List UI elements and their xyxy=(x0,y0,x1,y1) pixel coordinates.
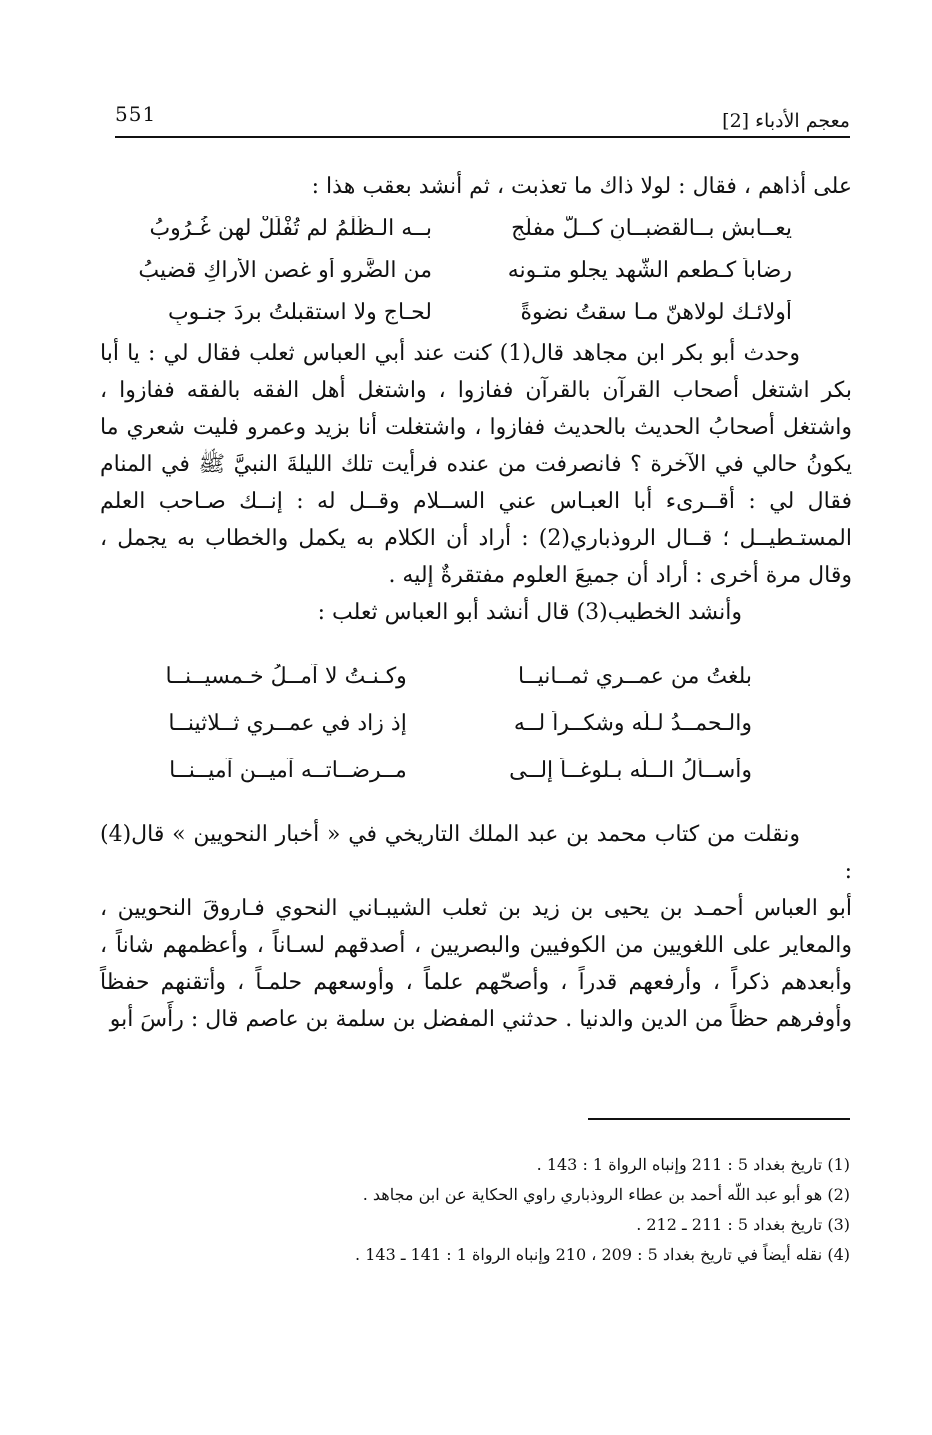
poem-1 xyxy=(100,207,852,333)
hemistich-left: من الضَّرو أو غصنِ الأراكِ قضيبُ xyxy=(138,257,432,283)
page-number: 551 xyxy=(115,102,157,126)
verse-line xyxy=(100,700,752,747)
paragraph-ibn-mujahid: وحدث أبو بكر ابن مجاهد قال(1) كنت عند أبي العباس ثعلب فقال لي : يا أبا بكر اشتغل أصحاب القرآن بالقرآن ففازوا ، واشتغل أهل الفقه بالفقه ففازوا ، واشتغل أصحابُ الحديث بالحديث ففازوا ، واشتغلت أنا بزيد وعمرو فليت شعري ما يكونُ حالي في الآخرة ؟ فانصرفت من عنده فرأيت تلك الليلةَ النبيَّ ﷺ في المنام فقال لي : أقــرىء أبا العبـاس عني الســلام وقــل له : إنــك صـاحب العلم المستـطيــل ؛ قــال الروذباري(2) : أراد أن الكلام به يكمل والخطاب به يجمل ، وقال مرة أخرى : أراد أن جميعَ العلوم مفتقرةٌ إليه . xyxy=(100,341,853,588)
verse-line xyxy=(100,291,792,333)
footnote-1: (1) تاريخ بغداد 5 : 211 وإنباه الرواة 1 : 143 . xyxy=(536,1155,850,1174)
hemistich-left: إذ زاد في عمــري ثــلاثينــا xyxy=(168,711,407,736)
paragraph-biography: أبو العباس أحمـد بن يحيى بن زيد بن ثعلب الشيبـاني النحوي فـاروقَ النحويين ، والمعاير على اللغويين من الكوفيين والبصريين ، أصدقهم لسـاناً ، وأعظمهم شاناً ، وأبعدهم ذكراً ، وأرفعهم قدراً ، وأصحّهم علماً ، وأوسعهم حلمـاً ، وأتقنهم حفظاً وأوفرهم حظاً من الدين والدنيا . حدثني المفضل بن سلمة بن عاصم قال : رأَسَ أبو xyxy=(100,896,852,1032)
hemistich-right: وأســألُ الــلّه بـلوغــاً إلــى xyxy=(509,758,752,783)
hemistich-left: بــه الـظَّلْمُ لم تُفْلَلْ لهن غُـرُوبُ xyxy=(149,215,432,241)
footnotes xyxy=(200,1150,850,1270)
header-rule xyxy=(115,136,850,138)
hemistich-left: وكـنـتُ لا آمــلُ خـمسيــنــا xyxy=(165,664,407,689)
body-text xyxy=(100,168,852,1038)
running-title: معجم الأدباء [2] xyxy=(722,110,850,132)
paragraph-khatib: وأنشد الخطيب(3) قال أنشد أبو العباس ثعلب : xyxy=(317,600,742,625)
footnote-separator xyxy=(588,1118,850,1120)
hemistich-left: مــرضــاتــه آميــن آميــنــا xyxy=(169,758,407,783)
poem-2 xyxy=(100,653,852,794)
footnote-4: (4) نقله أيضاً في تاريخ بغداد 5 : 209 ، 210 وإنباه الرواة 1 : 141 ـ 143 . xyxy=(355,1245,850,1264)
hemistich-left: لحـاجٍ ولا استقبلتُ بردَ جنـوبِ xyxy=(167,299,432,325)
footnote-2: (2) هو أبو عبد اللّه أحمد بن عطاء الروذباري راوي الحكاية عن ابن مجاهد . xyxy=(362,1185,850,1204)
paragraph-source: ونقلت من كتاب محمد بن عبد الملك التاريخي في « أخبار النحويين » قال(4) : xyxy=(100,822,852,884)
hemistich-right: يعــابش بــالقضبــانِ كــلَّ مفلّجٍ xyxy=(511,215,792,241)
page-header xyxy=(115,92,850,138)
footnote-3: (3) تاريخ بغداد 5 : 211 ـ 212 . xyxy=(636,1215,850,1234)
hemistich-right: والـحمــدُ لـلّه وشكــراً لــه xyxy=(513,711,752,736)
verse-line xyxy=(100,207,792,249)
verse-line xyxy=(100,249,792,291)
hemistich-right: بلغتُ من عمــري ثمــانيــا xyxy=(517,664,752,689)
verse-line xyxy=(100,653,752,700)
hemistich-right: أولائـك لولاهنّ مـا سقتُ نضوةً xyxy=(520,299,792,325)
intro-line: على أذاهم ، فقال : لولا ذاك ما تعذبت ، ثم أنشد بعقب هذا : xyxy=(311,174,852,199)
hemistich-right: رضاباً كـطعم الشّهد يجلو متـونه xyxy=(507,257,792,283)
verse-line xyxy=(100,747,752,794)
